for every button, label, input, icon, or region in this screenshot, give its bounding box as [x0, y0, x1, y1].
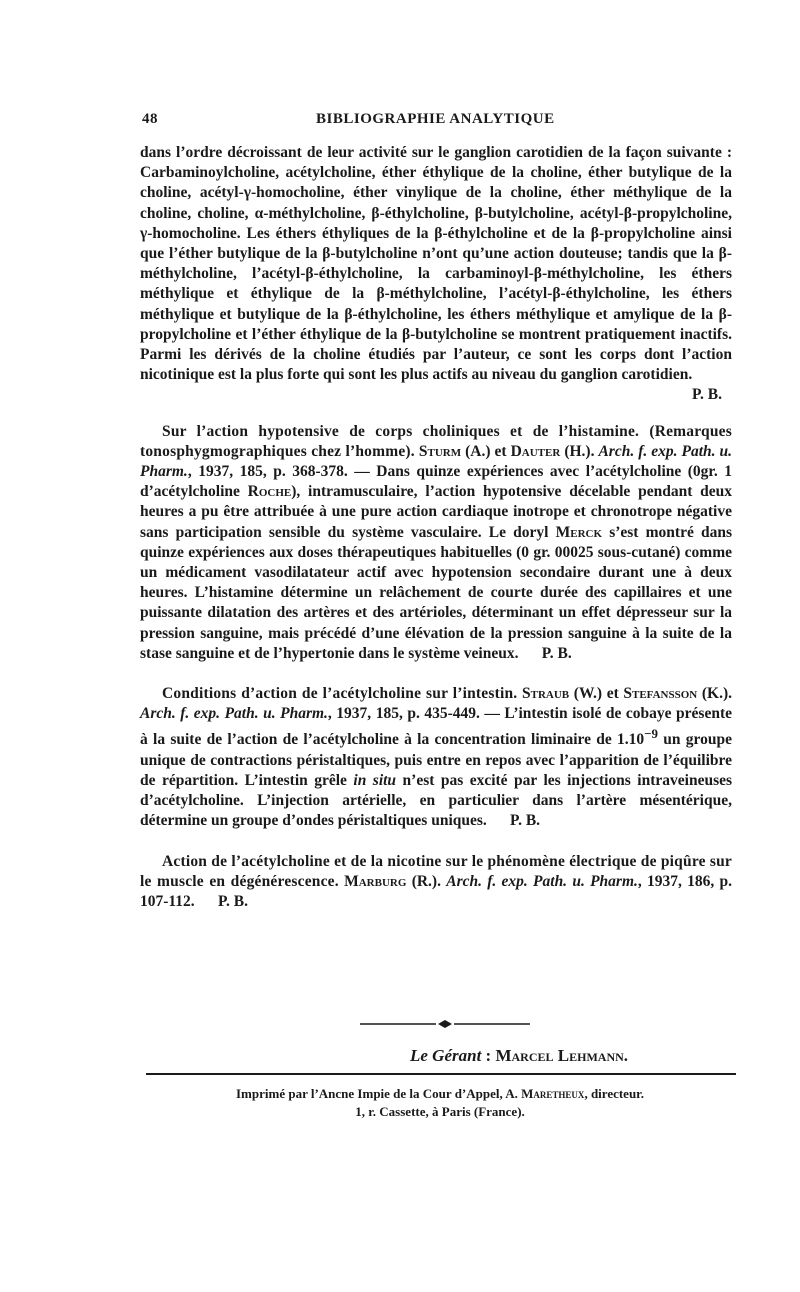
imprint-text: , directeur. — [584, 1086, 645, 1101]
entry-paragraph — [140, 422, 732, 664]
entry-paragraph — [140, 852, 732, 913]
journal-pages: , p. 368-378. — [262, 463, 348, 481]
brand-name: Merck — [555, 523, 603, 541]
journal-year: , 1937, — [637, 872, 682, 890]
author-initial: (R.). — [411, 872, 441, 890]
gerant-separator: : — [481, 1046, 496, 1065]
brand-name: Roche — [247, 483, 292, 501]
author-initial: (A.) et — [465, 442, 507, 460]
author-initial: (W.) et — [573, 685, 619, 703]
entry-signature: P. B. — [217, 893, 248, 911]
author-name: Marburg — [344, 872, 407, 890]
journal-name: Arch. f. exp. Path. u. Pharm. — [140, 442, 733, 481]
author-initial: (H.). — [564, 442, 595, 460]
author-name: Sturm — [418, 442, 462, 460]
author-name: Dauter — [510, 442, 561, 460]
journal-year: , 1937, — [187, 463, 234, 481]
imprint-line-1 — [140, 1085, 740, 1103]
entry-title: Action de l’acétylcholine et de la nicotine sur le phénomène électrique de piqûre sur le muscle en dégénérescence. — [140, 852, 732, 890]
printer-name: Maretheux — [521, 1086, 585, 1101]
gerant-name: Marcel Lehmann. — [495, 1046, 629, 1065]
entry-text: ), intramusculaire, l’action hypotensive décelable pendant deux heures a pu être attribuée à une pure action cardiaque inotrope et chronotrope négative sans participation sensible du système vasculaire. Le doryl — [140, 483, 733, 541]
journal-pages: , p. 107-112. — [140, 872, 733, 911]
imprint — [140, 1085, 740, 1121]
entry-title: Conditions d’action de l’acétylcholine sur l’intestin. — [162, 685, 518, 703]
imprint-line-2: 1, r. Cassette, à Paris (France). — [355, 1104, 525, 1119]
entry-text: n’est pas excité par les injections intraveineuses d’acétylcholine. L’injection artérielle, en particulier dans l’artère mésentérique, détermine un groupe d’ondes péristaltiques uniques. — [140, 772, 733, 830]
entry-signature: P. B. — [510, 812, 541, 830]
gerant-line — [410, 1046, 732, 1066]
intro-paragraph — [140, 143, 732, 385]
entry-histamine — [140, 422, 732, 664]
journal-volume: 185 — [239, 463, 263, 481]
intro-text: dans l’ordre décroissant de leur activité sur le ganglion carotidien de la façon suivante : Carbaminoylcholine, acétylcholine, éther éthylique de la choline, éther butylique de la choline, acétyl-γ-homocholine, éther vinylique de la choline, éther méthylique de la choline, choline, α-méthylcholine, β-éthylcholine, β-butylcholine, acétyl-β-propylcholine, γ-homocholine. Les éthers éthyliques de la β-éthylcholine et de la β-propylcholine ainsi que l’éther butylique de la β-butylcholine n’ont qu’une action douteuse; tandis que la β-méthylcholine, l’acétyl-β-éthylcholine, la carbaminoyl-β-méthylcholine, les éthers méthylique et éthylique de la β-méthylcholine, l’acétyl-β-éthylcholine, les éthers méthylique et butylique de la β-éthylcholine, les éthers méthylique et amylique de la β-propylcholine et l’éther éthylique de la β-butylcholine se montrent pratiquement inactifs. Parmi les dérivés de la choline étudiés par l’auteur, ce sont les corps dont l’action nicotinique est la plus forte qui sont les plus actifs au niveau du ganglion carotidien. — [140, 144, 732, 384]
running-header — [130, 111, 730, 135]
page-body — [140, 143, 732, 912]
entry-intestin — [140, 684, 732, 832]
entry-nicotine — [140, 852, 732, 913]
page-number: 48 — [142, 111, 158, 127]
journal-volume: 186 — [687, 872, 711, 890]
entry-text: un groupe unique de contractions péristaltiques, puis entre en repos avec l’apparition de l’équilibre de répartition. L’intestin grêle — [140, 731, 733, 790]
entry-text: L’intestin isolé de cobaye présente à la suite de l’action de l’acétylcholine à la concentration liminaire de 1.10 — [140, 705, 732, 749]
author-name: Stefansson — [623, 685, 698, 703]
author-initial: (K.). — [701, 685, 732, 703]
journal-volume: 185 — [375, 705, 399, 723]
footer-rule — [146, 1073, 736, 1075]
journal-year: , 1937, — [327, 705, 372, 723]
entry-title: Sur l’action hypotensive de corps choliniques et de l’histamine. (Remarques tonosphygmographiques chez l’homme). — [140, 422, 732, 460]
journal-name: Arch. f. exp. Path. u. Pharm. — [446, 872, 638, 890]
entry-signature: P. B. — [541, 644, 572, 662]
gerant-label: Le Gérant — [410, 1046, 482, 1065]
entry-text: s’est montré dans quinze expériences aux doses thérapeutiques habituelles (0 gr. 00025 sous-cutané) comme un médicament vasodilatateur actif avec hypotension secondaire durant une à deux heures. L’histamine détermine un relâchement de courte durée des capillaires et une puissante dilatation des artères et des artérioles, déterminant un effet dépresseur sur la pression sanguine, mais précédé d’une élévation de la pression sanguine à la suite de la stase sanguine et de l’hypertonie dans le système veineux. — [140, 523, 733, 662]
author-name: Straub — [522, 685, 570, 703]
entry-paragraph — [140, 684, 732, 832]
entry-text: — Dans quinze expériences avec l’acétylcholine (0gr. 1 d’acétylcholine — [140, 463, 733, 501]
italic-phrase: in situ — [353, 772, 397, 790]
journal-pages: , p. 435-449. — — [398, 705, 500, 723]
imprint-text: Imprimé par l’Ancne Impie de la Cour d’Appel, A. — [235, 1086, 518, 1101]
journal-name: Arch. f. exp. Path. u. Pharm. — [140, 705, 328, 723]
running-title: BIBLIOGRAPHIE ANALYTIQUE — [316, 111, 555, 127]
intro-signature: P. B. — [691, 386, 722, 404]
exponent: −9 — [644, 726, 658, 742]
divider-ornament — [360, 1018, 530, 1030]
